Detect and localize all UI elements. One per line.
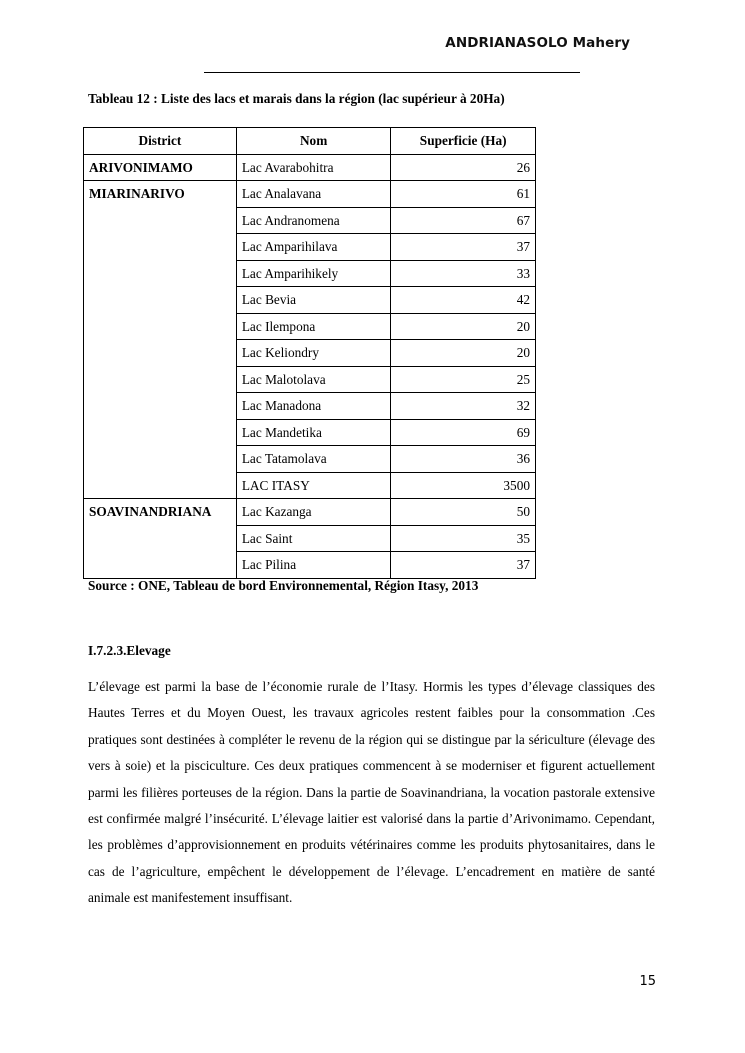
section-paragraph: L’élevage est parmi la base de l’économie rurale de l’Itasy. Hormis les types d’élevage classiques des Hautes Terres et du Moyen Ouest, les travaux agricoles restent faibles pour la consommation .Ces pratiques sont destinées à compléter le revenu de la région qui se distingue par la sériculture (élevage des vers à soie) et la pisciculture. Ces deux pratiques commencent à se moderniser et figurent actuellement parmi les filières porteuses de la région. Dans la partie de Soavinandriana, la vocation pastorale extensive est confirmée malgré l’insécurité. L’élevage laitier est valorisé dans la partie d’Arivonimamo. Cependant, les problèmes d’approvisionnement en produits vétérinaires comme les produits phytosanitaires, dans le cas de l’agriculture, empêchent le développement de l’élevage. L’encadrement en matière de santé animale est manifestement insuffisant. — [88, 679, 655, 906]
lake-area-cell: 61 — [391, 181, 536, 208]
lake-area-cell: 33 — [391, 260, 536, 287]
table-header-row — [84, 128, 536, 155]
lakes-table — [83, 127, 536, 579]
lake-name-cell: Lac Kazanga — [236, 499, 391, 526]
section-title: I.7.2.3.Elevage — [88, 643, 171, 658]
lake-area-cell: 36 — [391, 446, 536, 473]
page-number: 15 — [639, 974, 656, 989]
lake-area-cell: 50 — [391, 499, 536, 526]
column-header-area: Superficie (Ha) — [391, 128, 536, 155]
district-cell: MIARINARIVO — [84, 181, 237, 499]
lake-name-cell: Lac Keliondry — [236, 340, 391, 367]
lake-area-cell: 20 — [391, 340, 536, 367]
lake-name-cell: LAC ITASY — [236, 472, 391, 499]
lake-name-cell: Lac Pilina — [236, 552, 391, 579]
lake-name-cell: Lac Malotolava — [236, 366, 391, 393]
lake-area-cell: 67 — [391, 207, 536, 234]
table-caption: Tableau 12 : Liste des lacs et marais dans la région (lac supérieur à 20Ha) — [88, 91, 505, 106]
lake-area-cell: 42 — [391, 287, 536, 314]
lake-name-cell: Lac Tatamolava — [236, 446, 391, 473]
lake-area-cell: 35 — [391, 525, 536, 552]
lake-area-cell: 3500 — [391, 472, 536, 499]
district-cell: ARIVONIMAMO — [84, 154, 237, 181]
header-author: ANDRIANASOLO Mahery — [445, 35, 630, 51]
lake-name-cell: Lac Analavana — [236, 181, 391, 208]
lake-name-cell: Lac Andranomena — [236, 207, 391, 234]
column-header-district: District — [84, 128, 237, 155]
lake-area-cell: 20 — [391, 313, 536, 340]
lake-name-cell: Lac Ilempona — [236, 313, 391, 340]
lake-name-cell: Lac Manadona — [236, 393, 391, 420]
lake-name-cell: Lac Amparihilava — [236, 234, 391, 261]
lake-area-cell: 37 — [391, 552, 536, 579]
table-source: Source : ONE, Tableau de bord Environnemental, Région Itasy, 2013 — [88, 578, 479, 593]
lake-name-cell: Lac Bevia — [236, 287, 391, 314]
table-row — [84, 181, 536, 208]
lake-area-cell: 32 — [391, 393, 536, 420]
lake-name-cell: Lac Saint — [236, 525, 391, 552]
lake-area-cell: 37 — [391, 234, 536, 261]
district-cell: SOAVINANDRIANA — [84, 499, 237, 579]
lake-area-cell: 26 — [391, 154, 536, 181]
lake-area-cell: 25 — [391, 366, 536, 393]
lake-name-cell: Lac Avarabohitra — [236, 154, 391, 181]
header-rule — [204, 72, 580, 73]
column-header-name: Nom — [236, 128, 391, 155]
lake-name-cell: Lac Mandetika — [236, 419, 391, 446]
table-row — [84, 499, 536, 526]
lake-area-cell: 69 — [391, 419, 536, 446]
lake-name-cell: Lac Amparihikely — [236, 260, 391, 287]
table-row — [84, 154, 536, 181]
